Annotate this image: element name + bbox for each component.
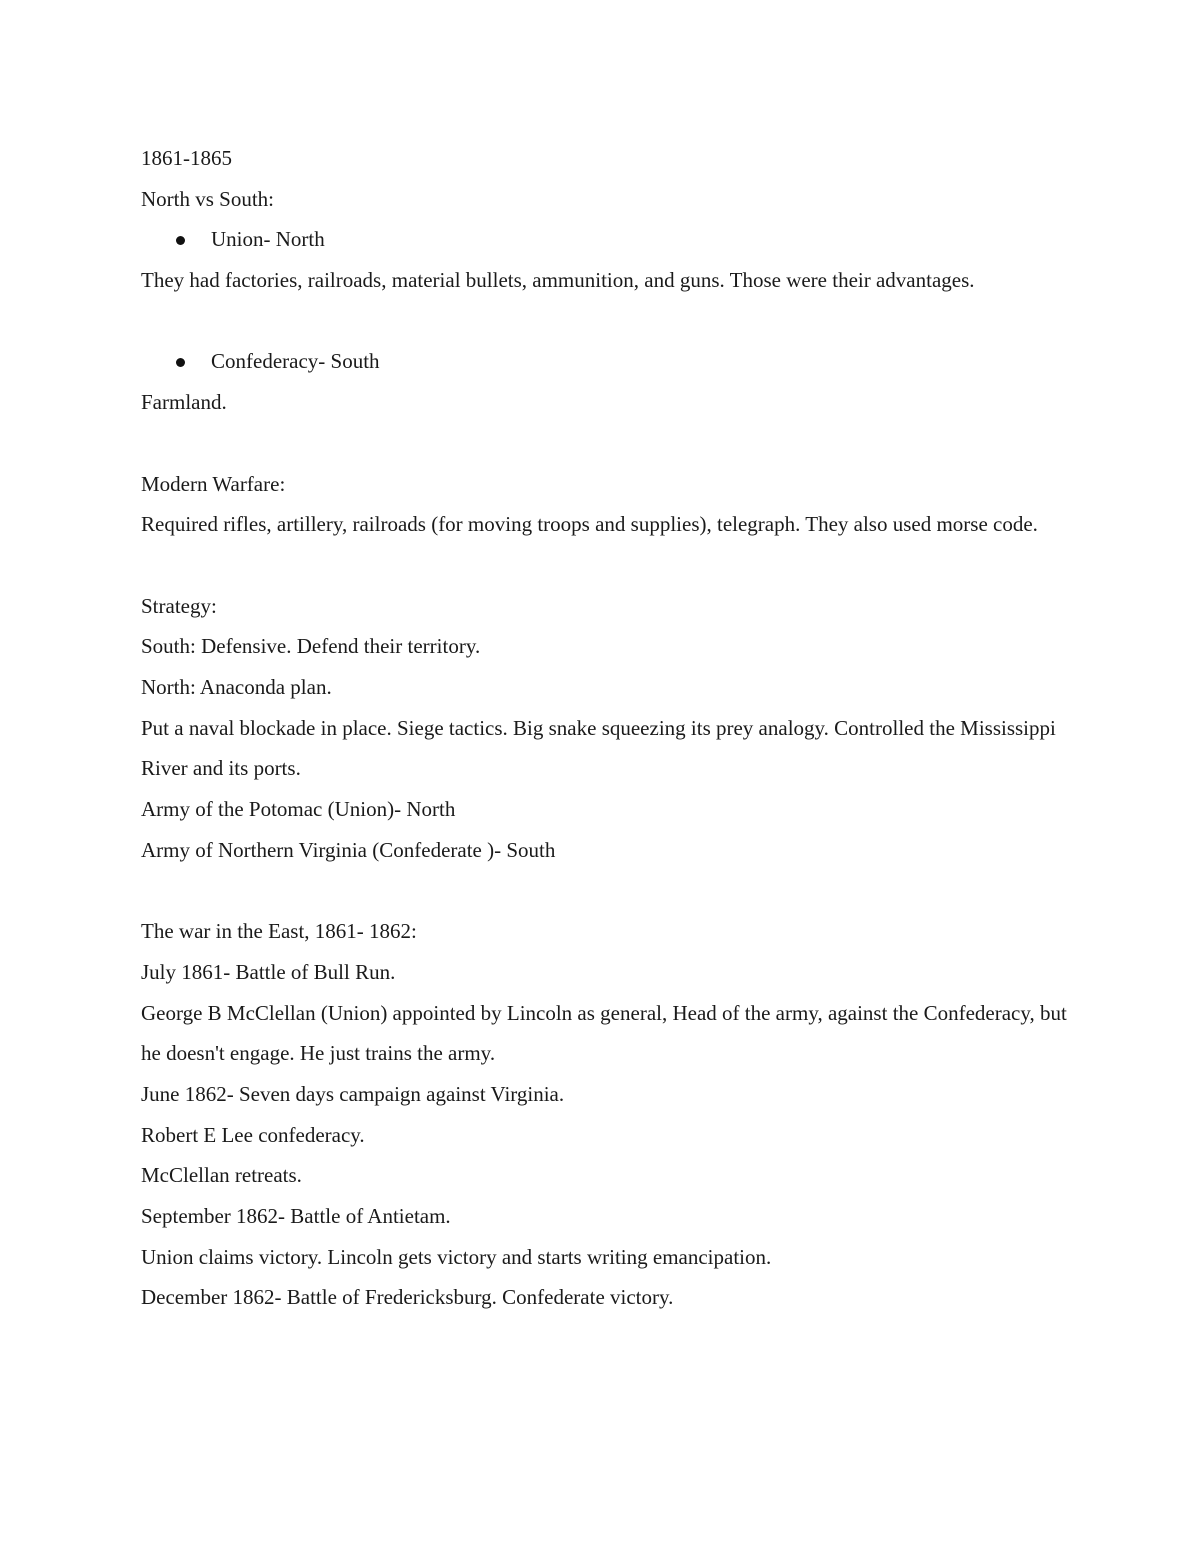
paragraph-antietam: September 1862- Battle of Antietam. [141, 1203, 451, 1228]
section-heading-strategy: Strategy: [141, 593, 217, 618]
paragraph-lee: Robert E Lee confederacy. [141, 1122, 365, 1147]
paragraph-mcclellan: George B McClellan (Union) appointed by Lincoln as general, Head of the army, against the Confederacy, but he doesn't engage. He just trains the army. [141, 1000, 1067, 1066]
bullet-icon [176, 358, 185, 367]
blank-line [141, 423, 1071, 464]
paragraph-confederacy: Farmland. [141, 390, 227, 415]
paragraph-blockade: Put a naval blockade in place. Siege tactics. Big snake squeezing its prey analogy. Controlled the Mississippi River and its ports. [141, 715, 1056, 781]
paragraph-bull-run: July 1861- Battle of Bull Run. [141, 959, 396, 984]
paragraph-union-claims: Union claims victory. Lincoln gets victory and starts writing emancipation. [141, 1244, 772, 1269]
bullet-icon [176, 236, 185, 245]
paragraph-fredericksburg: December 1862- Battle of Fredericksburg. Confederate victory. [141, 1285, 674, 1310]
paragraph-seven-days: June 1862- Seven days campaign against Virginia. [141, 1081, 565, 1106]
paragraph-army-potomac: Army of the Potomac (Union)- North [141, 797, 456, 822]
section-heading-war-in-east: The war in the East, 1861- 1862: [141, 919, 417, 944]
document-page [141, 138, 1071, 1318]
blank-line [141, 301, 1071, 342]
bullet-label-union: Union- North [211, 227, 325, 252]
paragraph-union-advantages: They had factories, railroads, material bullets, ammunition, and guns. Those were their advantages. [141, 268, 975, 293]
section-heading-north-vs-south: North vs South: [141, 186, 275, 211]
paragraph-army-northern-virginia: Army of Northern Virginia (Confederate )- South [141, 837, 556, 862]
date-range: 1861-1865 [141, 146, 232, 170]
blank-line [141, 870, 1071, 911]
blank-line [141, 545, 1071, 586]
paragraph-north-strategy: North: Anaconda plan. [141, 674, 332, 699]
bullet-item-confederacy [141, 341, 1071, 382]
bullet-item-union [141, 219, 1071, 260]
paragraph-south-strategy: South: Defensive. Defend their territory. [141, 634, 481, 659]
paragraph-mcclellan-retreats: McClellan retreats. [141, 1163, 302, 1188]
bullet-label-confederacy: Confederacy- South [211, 349, 380, 374]
paragraph-modern-warfare: Required rifles, artillery, railroads (for moving troops and supplies), telegraph. They also used morse code. [141, 512, 1038, 537]
section-heading-modern-warfare: Modern Warfare: [141, 471, 286, 496]
